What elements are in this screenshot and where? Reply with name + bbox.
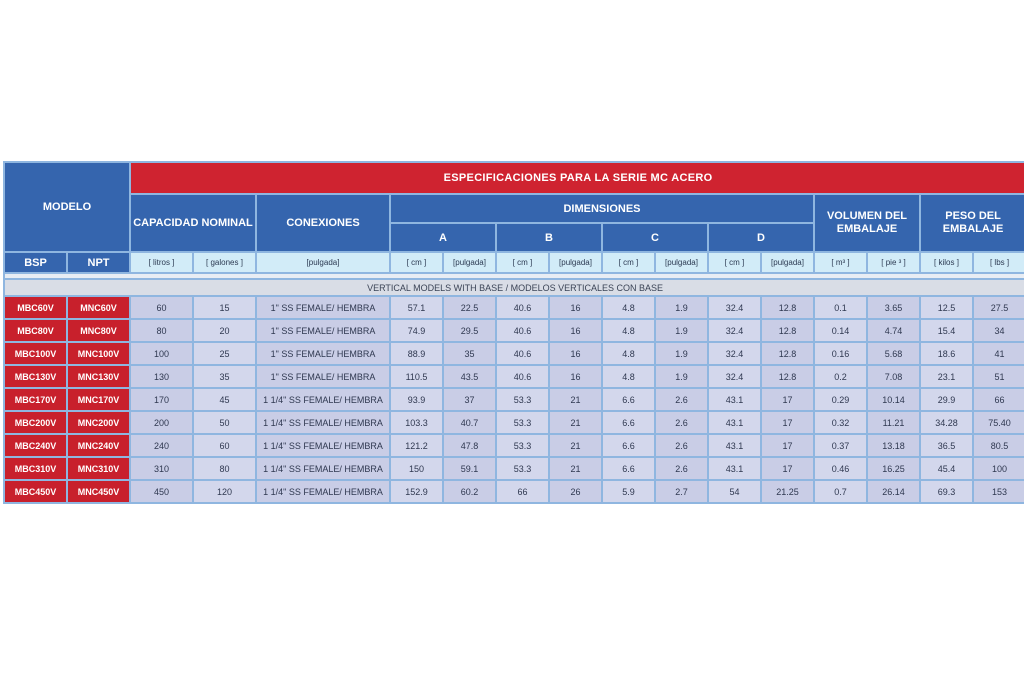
cell-vol-ft3: 7.08 [868,366,919,387]
section-divider [5,274,1024,278]
cell-b-in: 16 [550,297,601,318]
cell-vol-m3: 0.29 [815,389,866,410]
cell-conexion: 1 1/4" SS FEMALE/ HEMBRA [257,389,389,410]
cell-vol-m3: 0.1 [815,297,866,318]
cell-a-cm: 110.5 [391,366,442,387]
cell-d-in: 12.8 [762,320,813,341]
unit-cell: [ cm ] [603,253,654,272]
unit-cell: [ pie ³ ] [868,253,919,272]
cell-galones: 60 [194,435,255,456]
cell-conexion: 1" SS FEMALE/ HEMBRA [257,366,389,387]
model-bsp-cell: MBC200V [5,412,66,433]
unit-cell: [ m³ ] [815,253,866,272]
cell-galones: 25 [194,343,255,364]
cell-peso-lb: 66 [974,389,1024,410]
cell-peso-kg: 18.6 [921,343,972,364]
table-row [5,343,1024,364]
unit-cell: [ litros ] [131,253,192,272]
cell-a-in: 29.5 [444,320,495,341]
header-dim-d: D [709,224,813,251]
model-bsp-cell: MBC100V [5,343,66,364]
cell-b-in: 21 [550,412,601,433]
cell-peso-lb: 27.5 [974,297,1024,318]
cell-galones: 120 [194,481,255,502]
model-bsp-cell: MBC170V [5,389,66,410]
model-npt-cell: MNC60V [68,297,129,318]
cell-c-cm: 6.6 [603,435,654,456]
model-npt-cell: MNC130V [68,366,129,387]
cell-peso-lb: 51 [974,366,1024,387]
cell-vol-ft3: 3.65 [868,297,919,318]
model-bsp-cell: MBC450V [5,481,66,502]
cell-c-in: 2.6 [656,389,707,410]
spec-table [3,161,1024,504]
header-npt: NPT [68,253,129,272]
cell-b-cm: 40.6 [497,320,548,341]
cell-c-cm: 4.8 [603,297,654,318]
cell-a-in: 40.7 [444,412,495,433]
model-bsp-cell: MBC310V [5,458,66,479]
cell-c-cm: 4.8 [603,366,654,387]
cell-c-in: 1.9 [656,320,707,341]
model-npt-cell: MNC450V [68,481,129,502]
cell-vol-m3: 0.46 [815,458,866,479]
cell-vol-ft3: 13.18 [868,435,919,456]
cell-litros: 240 [131,435,192,456]
cell-a-in: 35 [444,343,495,364]
unit-cell: [ galones ] [194,253,255,272]
header-capacidad: CAPACIDAD NOMINAL [131,195,255,251]
cell-c-cm: 5.9 [603,481,654,502]
unit-cell: [ kilos ] [921,253,972,272]
model-npt-cell: MNC80V [68,320,129,341]
cell-peso-kg: 23.1 [921,366,972,387]
model-bsp-cell: MBC240V [5,435,66,456]
cell-litros: 100 [131,343,192,364]
cell-b-cm: 66 [497,481,548,502]
header-bsp: BSP [5,253,66,272]
cell-c-in: 2.7 [656,481,707,502]
model-npt-cell: MNC240V [68,435,129,456]
cell-peso-kg: 36.5 [921,435,972,456]
cell-vol-ft3: 16.25 [868,458,919,479]
unit-cell: [pulgada] [656,253,707,272]
header-dimensiones: DIMENSIONES [391,195,813,222]
cell-c-in: 2.6 [656,435,707,456]
cell-d-in: 12.8 [762,366,813,387]
cell-d-cm: 43.1 [709,412,760,433]
cell-galones: 45 [194,389,255,410]
cell-c-in: 2.6 [656,458,707,479]
cell-c-in: 1.9 [656,297,707,318]
header-dim-b: B [497,224,601,251]
table-row [5,366,1024,387]
cell-b-cm: 40.6 [497,343,548,364]
cell-d-cm: 32.4 [709,297,760,318]
table-row [5,297,1024,318]
cell-peso-lb: 80.5 [974,435,1024,456]
cell-a-in: 37 [444,389,495,410]
cell-vol-m3: 0.16 [815,343,866,364]
unit-cell: [pulgada] [257,253,389,272]
cell-vol-ft3: 5.68 [868,343,919,364]
cell-conexion: 1" SS FEMALE/ HEMBRA [257,297,389,318]
cell-galones: 20 [194,320,255,341]
cell-galones: 15 [194,297,255,318]
cell-galones: 35 [194,366,255,387]
cell-vol-ft3: 11.21 [868,412,919,433]
cell-peso-lb: 100 [974,458,1024,479]
cell-b-cm: 40.6 [497,297,548,318]
cell-b-cm: 53.3 [497,389,548,410]
cell-vol-ft3: 26.14 [868,481,919,502]
cell-conexion: 1 1/4" SS FEMALE/ HEMBRA [257,458,389,479]
cell-d-cm: 43.1 [709,389,760,410]
cell-d-cm: 32.4 [709,320,760,341]
unit-cell: [pulgada] [444,253,495,272]
cell-c-cm: 4.8 [603,343,654,364]
cell-a-cm: 150 [391,458,442,479]
cell-b-in: 16 [550,343,601,364]
table-row [5,458,1024,479]
cell-d-cm: 54 [709,481,760,502]
cell-peso-kg: 29.9 [921,389,972,410]
cell-d-in: 17 [762,389,813,410]
cell-litros: 310 [131,458,192,479]
table-row [5,389,1024,410]
cell-conexion: 1" SS FEMALE/ HEMBRA [257,320,389,341]
cell-a-in: 43.5 [444,366,495,387]
cell-d-cm: 43.1 [709,435,760,456]
cell-a-in: 60.2 [444,481,495,502]
cell-peso-kg: 15.4 [921,320,972,341]
cell-a-cm: 152.9 [391,481,442,502]
cell-litros: 200 [131,412,192,433]
cell-peso-lb: 34 [974,320,1024,341]
cell-litros: 80 [131,320,192,341]
cell-peso-kg: 34.28 [921,412,972,433]
section-label: VERTICAL MODELS WITH BASE / MODELOS VERTICALES CON BASE [5,280,1024,295]
cell-d-in: 12.8 [762,297,813,318]
cell-b-in: 16 [550,366,601,387]
cell-a-cm: 74.9 [391,320,442,341]
unit-cell: [ cm ] [709,253,760,272]
cell-b-cm: 53.3 [497,458,548,479]
model-npt-cell: MNC200V [68,412,129,433]
cell-peso-lb: 75.40 [974,412,1024,433]
cell-vol-m3: 0.37 [815,435,866,456]
unit-cell: [pulgada] [550,253,601,272]
model-npt-cell: MNC100V [68,343,129,364]
cell-a-cm: 93.9 [391,389,442,410]
cell-b-in: 26 [550,481,601,502]
cell-peso-lb: 41 [974,343,1024,364]
cell-a-in: 59.1 [444,458,495,479]
model-npt-cell: MNC170V [68,389,129,410]
table-title: ESPECIFICACIONES PARA LA SERIE MC ACERO [131,163,1024,193]
cell-a-cm: 88.9 [391,343,442,364]
cell-galones: 80 [194,458,255,479]
cell-c-cm: 6.6 [603,458,654,479]
cell-peso-kg: 12.5 [921,297,972,318]
cell-d-in: 17 [762,435,813,456]
table-row [5,435,1024,456]
cell-a-in: 47.8 [444,435,495,456]
cell-vol-ft3: 10.14 [868,389,919,410]
table-body [5,297,1024,502]
header-peso: PESO DEL EMBALAJE [921,195,1024,251]
model-bsp-cell: MBC80V [5,320,66,341]
cell-d-in: 21.25 [762,481,813,502]
cell-vol-m3: 0.14 [815,320,866,341]
cell-a-in: 22.5 [444,297,495,318]
cell-conexion: 1" SS FEMALE/ HEMBRA [257,343,389,364]
header-dim-a: A [391,224,495,251]
cell-a-cm: 57.1 [391,297,442,318]
cell-vol-m3: 0.2 [815,366,866,387]
unit-cell: [pulgada] [762,253,813,272]
unit-cell: [ cm ] [391,253,442,272]
table-row [5,481,1024,502]
cell-b-in: 21 [550,458,601,479]
cell-d-cm: 32.4 [709,366,760,387]
cell-b-in: 21 [550,389,601,410]
cell-c-in: 1.9 [656,343,707,364]
cell-conexion: 1 1/4" SS FEMALE/ HEMBRA [257,435,389,456]
model-bsp-cell: MBC130V [5,366,66,387]
cell-litros: 130 [131,366,192,387]
cell-peso-lb: 153 [974,481,1024,502]
cell-vol-ft3: 4.74 [868,320,919,341]
cell-b-cm: 40.6 [497,366,548,387]
cell-conexion: 1 1/4" SS FEMALE/ HEMBRA [257,412,389,433]
table-row [5,412,1024,433]
unit-cell: [ lbs ] [974,253,1024,272]
table-row [5,320,1024,341]
cell-c-in: 1.9 [656,366,707,387]
cell-b-cm: 53.3 [497,435,548,456]
cell-galones: 50 [194,412,255,433]
cell-c-in: 2.6 [656,412,707,433]
model-bsp-cell: MBC60V [5,297,66,318]
cell-a-cm: 121.2 [391,435,442,456]
cell-d-cm: 43.1 [709,458,760,479]
cell-b-in: 16 [550,320,601,341]
cell-b-cm: 53.3 [497,412,548,433]
cell-d-in: 17 [762,412,813,433]
cell-a-cm: 103.3 [391,412,442,433]
cell-litros: 170 [131,389,192,410]
cell-vol-m3: 0.7 [815,481,866,502]
cell-peso-kg: 45.4 [921,458,972,479]
cell-conexion: 1 1/4" SS FEMALE/ HEMBRA [257,481,389,502]
header-volumen: VOLUMEN DEL EMBALAJE [815,195,919,251]
header-modelo: MODELO [5,163,129,251]
cell-b-in: 21 [550,435,601,456]
cell-d-cm: 32.4 [709,343,760,364]
cell-c-cm: 4.8 [603,320,654,341]
cell-vol-m3: 0.32 [815,412,866,433]
cell-litros: 60 [131,297,192,318]
header-dim-c: C [603,224,707,251]
header-conexiones: CONEXIONES [257,195,389,251]
cell-peso-kg: 69.3 [921,481,972,502]
cell-c-cm: 6.6 [603,412,654,433]
cell-litros: 450 [131,481,192,502]
cell-c-cm: 6.6 [603,389,654,410]
model-npt-cell: MNC310V [68,458,129,479]
cell-d-in: 17 [762,458,813,479]
cell-d-in: 12.8 [762,343,813,364]
unit-cell: [ cm ] [497,253,548,272]
